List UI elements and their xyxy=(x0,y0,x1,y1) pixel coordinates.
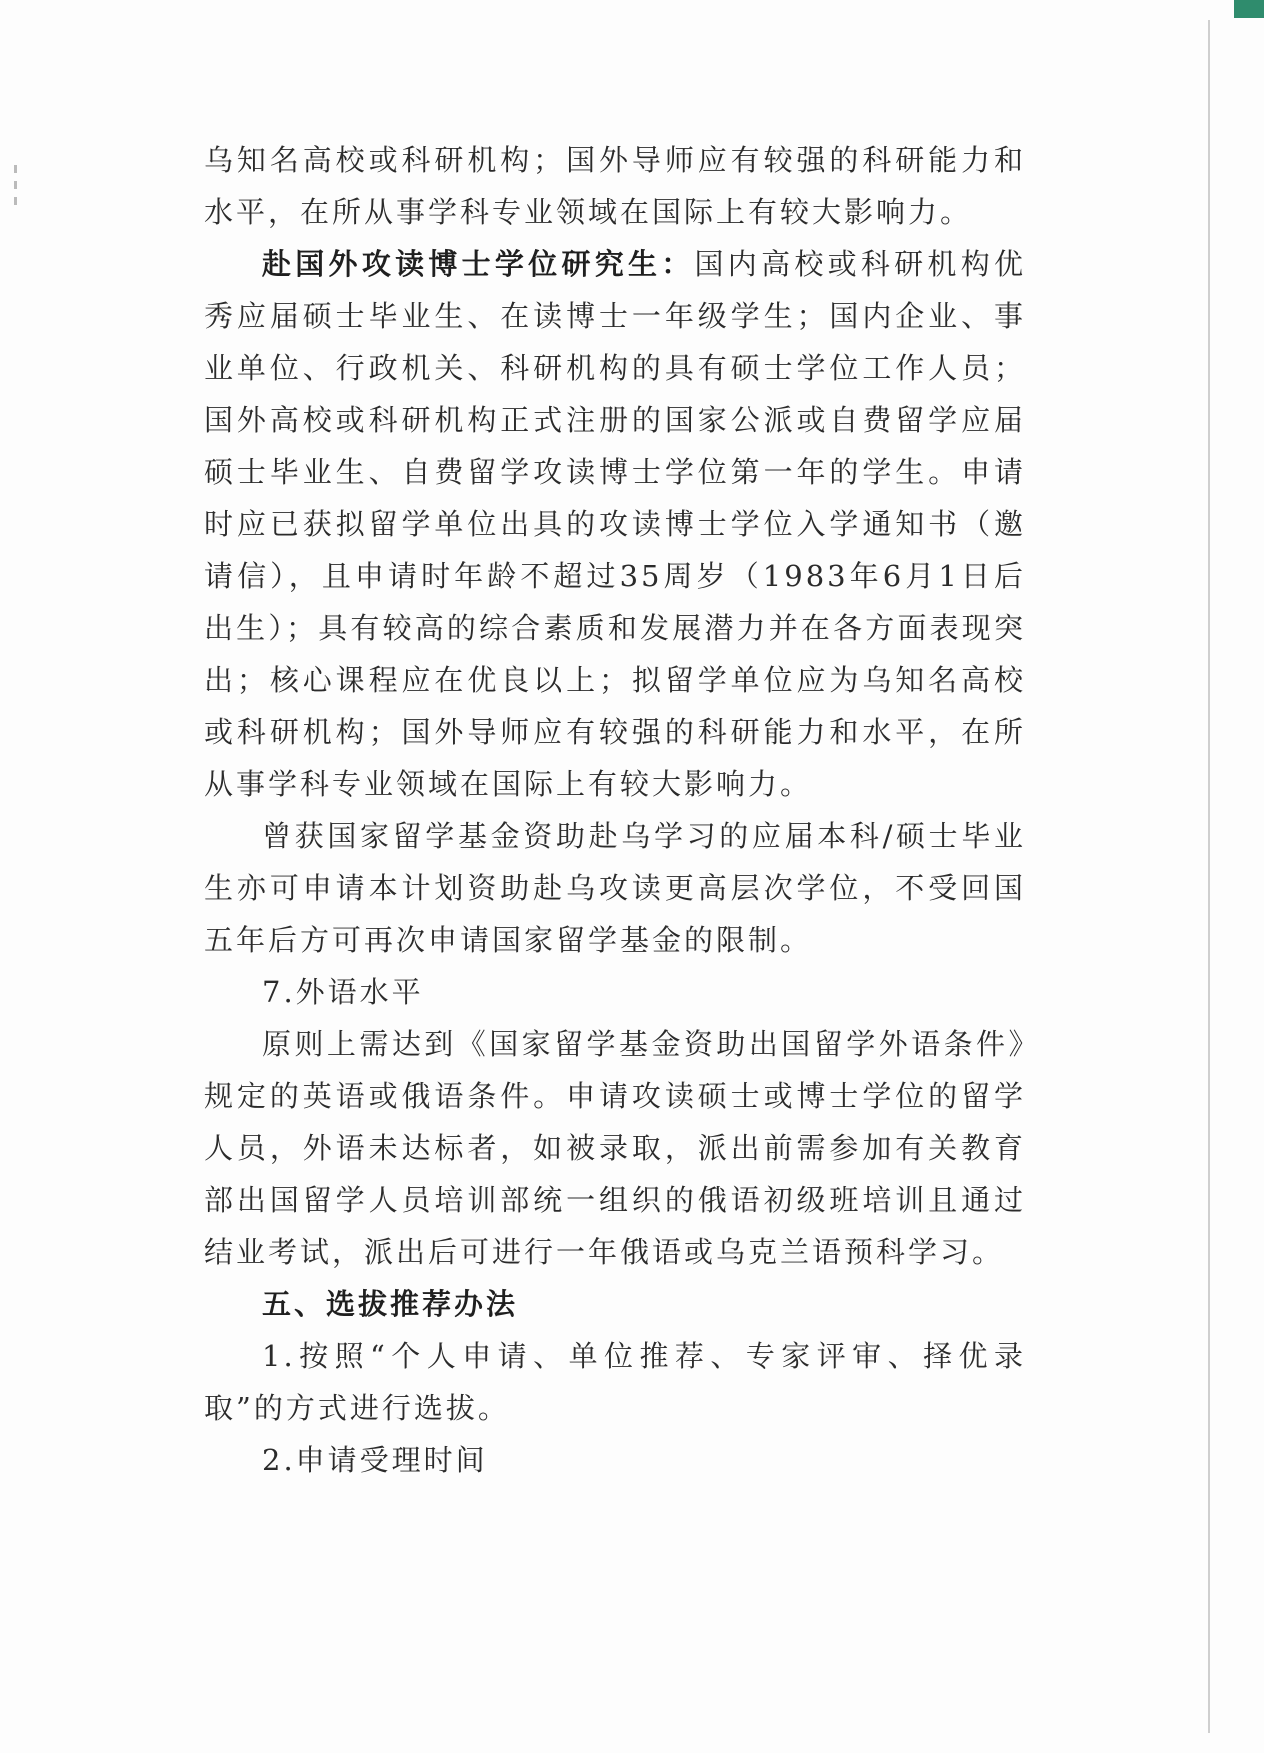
scan-corner-mark xyxy=(1234,0,1264,18)
paragraph-prior-funding: 曾获国家留学基金资助赴乌学习的应届本科/硕士毕业生亦可申请本计划资助赴乌攻读更高层次学位，不受回国五年后方可再次申请国家留学基金的限制。 xyxy=(204,819,1026,957)
phd-text: 国内高校或科研机构优秀应届硕士毕业生、在读博士一年级学生；国内企业、事业单位、行政机关、科研机构的具有硕士学位工作人员；国外高校或科研机构正式注册的国家公派或自费留学应届硕士毕业生、自费留学攻读博士学位第一年的学生。申请时应已获拟留学单位出具的攻读博士学位入学通知书（邀请信），且申请时年龄不超过35周岁（1983年6月1日后出生）；具有较高的综合素质和发展潜力并在各方面表现突出；核心课程应在优良以上；拟留学单位应为乌知名高校或科研机构；国外导师应有较强的科研能力和水平，在所从事学科专业领域在国际上有较大影响力。 xyxy=(204,247,1026,801)
section-heading-language: 7.外语水平 xyxy=(262,975,424,1009)
paragraph-continuation: 乌知名高校或科研机构；国外导师应有较强的科研能力和水平，在所从事学科专业领域在国际上有较大影响力。 xyxy=(204,143,1026,229)
paragraph-selection-method: 1.按照“个人申请、单位推荐、专家评审、择优录取”的方式进行选拔。 xyxy=(204,1339,1026,1425)
scan-margin-mark xyxy=(14,165,17,205)
phd-label: 赴国外攻读博士学位研究生： xyxy=(262,247,695,281)
section-heading-selection: 五、选拔推荐办法 xyxy=(262,1287,519,1321)
paragraph-language-requirements: 原则上需达到《国家留学基金资助出国留学外语条件》规定的英语或俄语条件。申请攻读硕士或博士学位的留学人员，外语未达标者，如被录取，派出前需参加有关教育部出国留学人员培训部统一组织的俄语初级班培训且通过结业考试，派出后可进行一年俄语或乌克兰语预科学习。 xyxy=(204,1027,1026,1269)
paragraph-phd-eligibility xyxy=(204,238,1026,810)
document-body xyxy=(204,134,1026,1486)
paragraph-application-time: 2.申请受理时间 xyxy=(262,1443,488,1477)
scan-edge-line xyxy=(1208,20,1210,1733)
